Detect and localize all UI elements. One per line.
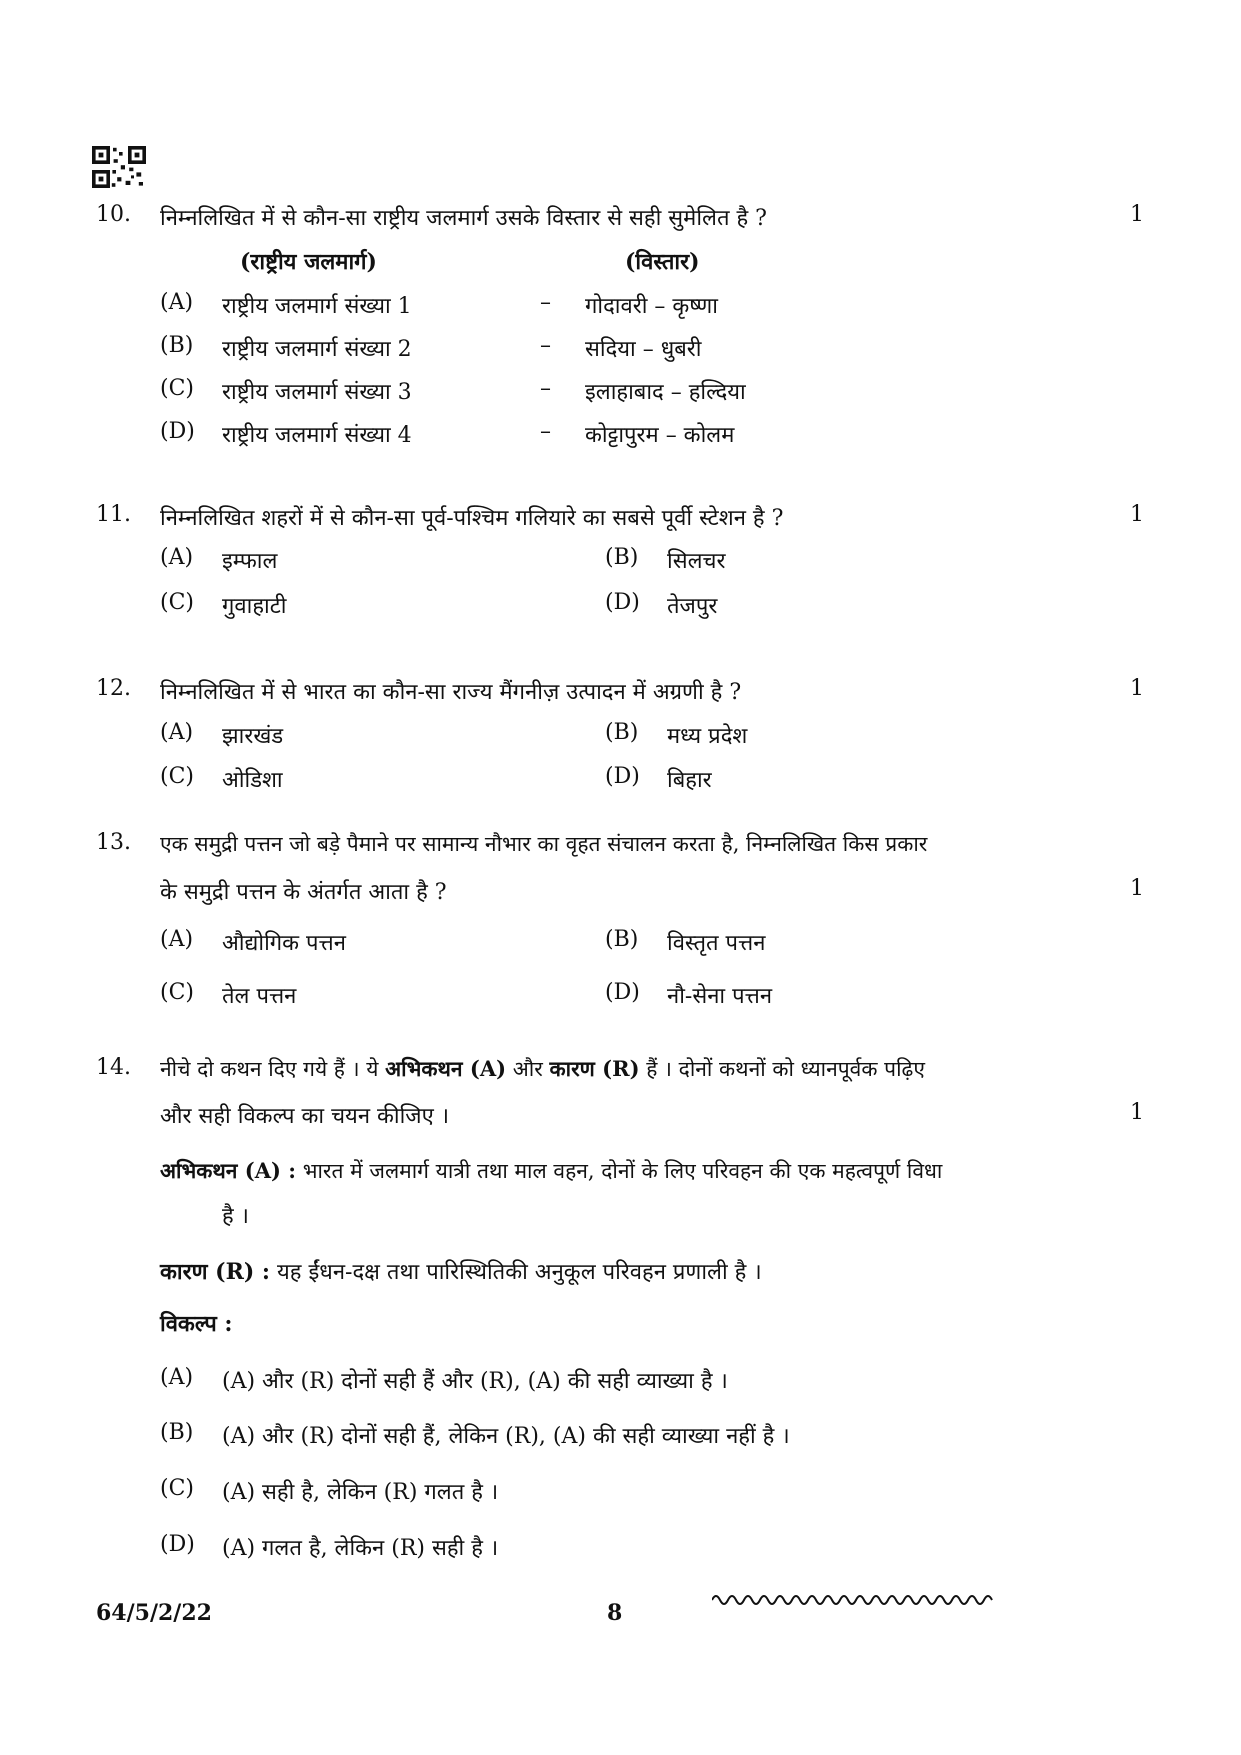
marks: 1 <box>1130 676 1144 701</box>
option-text: झारखंड <box>222 724 284 749</box>
squiggle-mark <box>712 1590 1002 1610</box>
option-label: (C) <box>160 980 194 1005</box>
question-number: 10. <box>96 202 131 227</box>
reason-term: कारण (R) <box>549 1056 640 1081</box>
reason-label: कारण (R) : <box>160 1259 271 1285</box>
assertion-label: अभिकथन (A) : <box>160 1158 296 1183</box>
option-text: सिलचर <box>667 549 726 574</box>
marks: 1 <box>1130 202 1144 227</box>
question-text: निम्नलिखित शहरों में से कौन-सा पूर्व-पश्चिम गलियारे का सबसे पूर्वी स्टेशन है ? <box>160 506 784 531</box>
paper-code: 64/5/2/22 <box>96 1600 212 1626</box>
question-number: 13. <box>96 830 131 855</box>
option-label: (D) <box>160 1532 195 1557</box>
qr-code-icon <box>92 146 146 188</box>
option-label: (A) <box>160 290 194 315</box>
question-text-part: नीचे दो कथन दिए गये हैं । ये <box>160 1057 379 1081</box>
question-number: 11. <box>96 502 131 527</box>
option-text: विस्तृत पत्तन <box>667 931 766 956</box>
option-text: इलाहाबाद – हल्दिया <box>585 380 746 405</box>
option-text: गोदावरी – कृष्णा <box>585 294 718 319</box>
option-label: (D) <box>605 590 640 615</box>
assertion-text-cont: है । <box>222 1204 250 1229</box>
option-label: (C) <box>160 1476 194 1501</box>
marks: 1 <box>1130 1100 1144 1125</box>
option-label: (C) <box>160 764 194 789</box>
option-label: (C) <box>160 376 194 401</box>
option-text: राष्ट्रीय जलमार्ग संख्या 2 <box>222 337 412 362</box>
option-label: (A) <box>160 927 194 952</box>
option-text: राष्ट्रीय जलमार्ग संख्या 1 <box>222 294 412 319</box>
option-text: गुवाहाटी <box>222 594 287 619</box>
option-label: (B) <box>160 333 194 358</box>
option-text: तेजपुर <box>667 594 718 619</box>
column-header: (राष्ट्रीय जलमार्ग) <box>240 249 377 275</box>
option-label: (B) <box>605 720 639 745</box>
column-header: (विस्तार) <box>625 249 700 275</box>
option-text: (A) और (R) दोनों सही हैं, लेकिन (R), (A) की सही व्याख्या नहीं है । <box>222 1424 790 1449</box>
option-text: इम्फाल <box>222 549 278 574</box>
option-text: नौ-सेना पत्तन <box>667 984 773 1009</box>
assertion-term: अभिकथन (A) <box>385 1056 507 1081</box>
question-text-part: और <box>512 1057 543 1081</box>
option-text: तेल पत्तन <box>222 984 297 1009</box>
option-text: (A) गलत है, लेकिन (R) सही है । <box>222 1536 499 1561</box>
question-text: और सही विकल्प का चयन कीजिए । <box>160 1104 450 1129</box>
option-text: (A) और (R) दोनों सही हैं और (R), (A) की सही व्याख्या है । <box>222 1369 728 1394</box>
dash: – <box>540 333 551 358</box>
question-text: निम्नलिखित में से भारत का कौन-सा राज्य मैंगनीज़ उत्पादन में अग्रणी है ? <box>160 680 742 705</box>
question-text: एक समुद्री पत्तन जो बड़े पैमाने पर सामान्य नौभार का वृहत संचालन करता है, निम्नलिखित किस प्रकार <box>160 832 928 856</box>
question-text: के समुद्री पत्तन के अंतर्गत आता है ? <box>160 880 447 905</box>
question-number: 14. <box>96 1055 131 1080</box>
page-number: 8 <box>607 1600 623 1626</box>
dash: – <box>540 419 551 444</box>
marks: 1 <box>1130 502 1144 527</box>
options-label: विकल्प : <box>160 1311 233 1337</box>
dash: – <box>540 376 551 401</box>
option-label: (A) <box>160 545 194 570</box>
option-label: (D) <box>605 980 640 1005</box>
question-text: निम्नलिखित में से कौन-सा राष्ट्रीय जलमार्ग उसके विस्तार से सही सुमेलित है ? <box>160 206 767 231</box>
question-text-part: हैं । दोनों कथनों को ध्यानपूर्वक पढ़िए <box>646 1057 925 1081</box>
option-label: (B) <box>605 927 639 952</box>
option-label: (A) <box>160 1365 194 1390</box>
option-text: औद्योगिक पत्तन <box>222 931 346 956</box>
option-label: (D) <box>160 419 195 444</box>
reason-text: यह ईंधन-दक्ष तथा पारिस्थितिकी अनुकूल परिवहन प्रणाली है । <box>277 1260 762 1285</box>
option-label: (B) <box>160 1420 194 1445</box>
reason <box>160 1256 762 1286</box>
dash: – <box>540 290 551 315</box>
option-label: (C) <box>160 590 194 615</box>
marks: 1 <box>1130 876 1144 901</box>
option-text: ओडिशा <box>222 768 283 793</box>
option-text: कोट्टापुरम – कोलम <box>585 423 735 448</box>
question-text <box>160 1055 925 1083</box>
option-text: राष्ट्रीय जलमार्ग संख्या 4 <box>222 423 412 448</box>
option-label: (B) <box>605 545 639 570</box>
assertion-text: भारत में जलमार्ग यात्री तथा माल वहन, दोनों के लिए परिवहन की एक महत्वपूर्ण विधा <box>302 1159 943 1183</box>
option-text: मध्य प्रदेश <box>667 724 748 749</box>
option-text: (A) सही है, लेकिन (R) गलत है । <box>222 1480 499 1505</box>
assertion <box>160 1157 942 1185</box>
question-number: 12. <box>96 676 131 701</box>
option-label: (D) <box>605 764 640 789</box>
option-text: बिहार <box>667 768 712 793</box>
option-text: राष्ट्रीय जलमार्ग संख्या 3 <box>222 380 412 405</box>
option-label: (A) <box>160 720 194 745</box>
option-text: सदिया – धुबरी <box>585 337 702 362</box>
